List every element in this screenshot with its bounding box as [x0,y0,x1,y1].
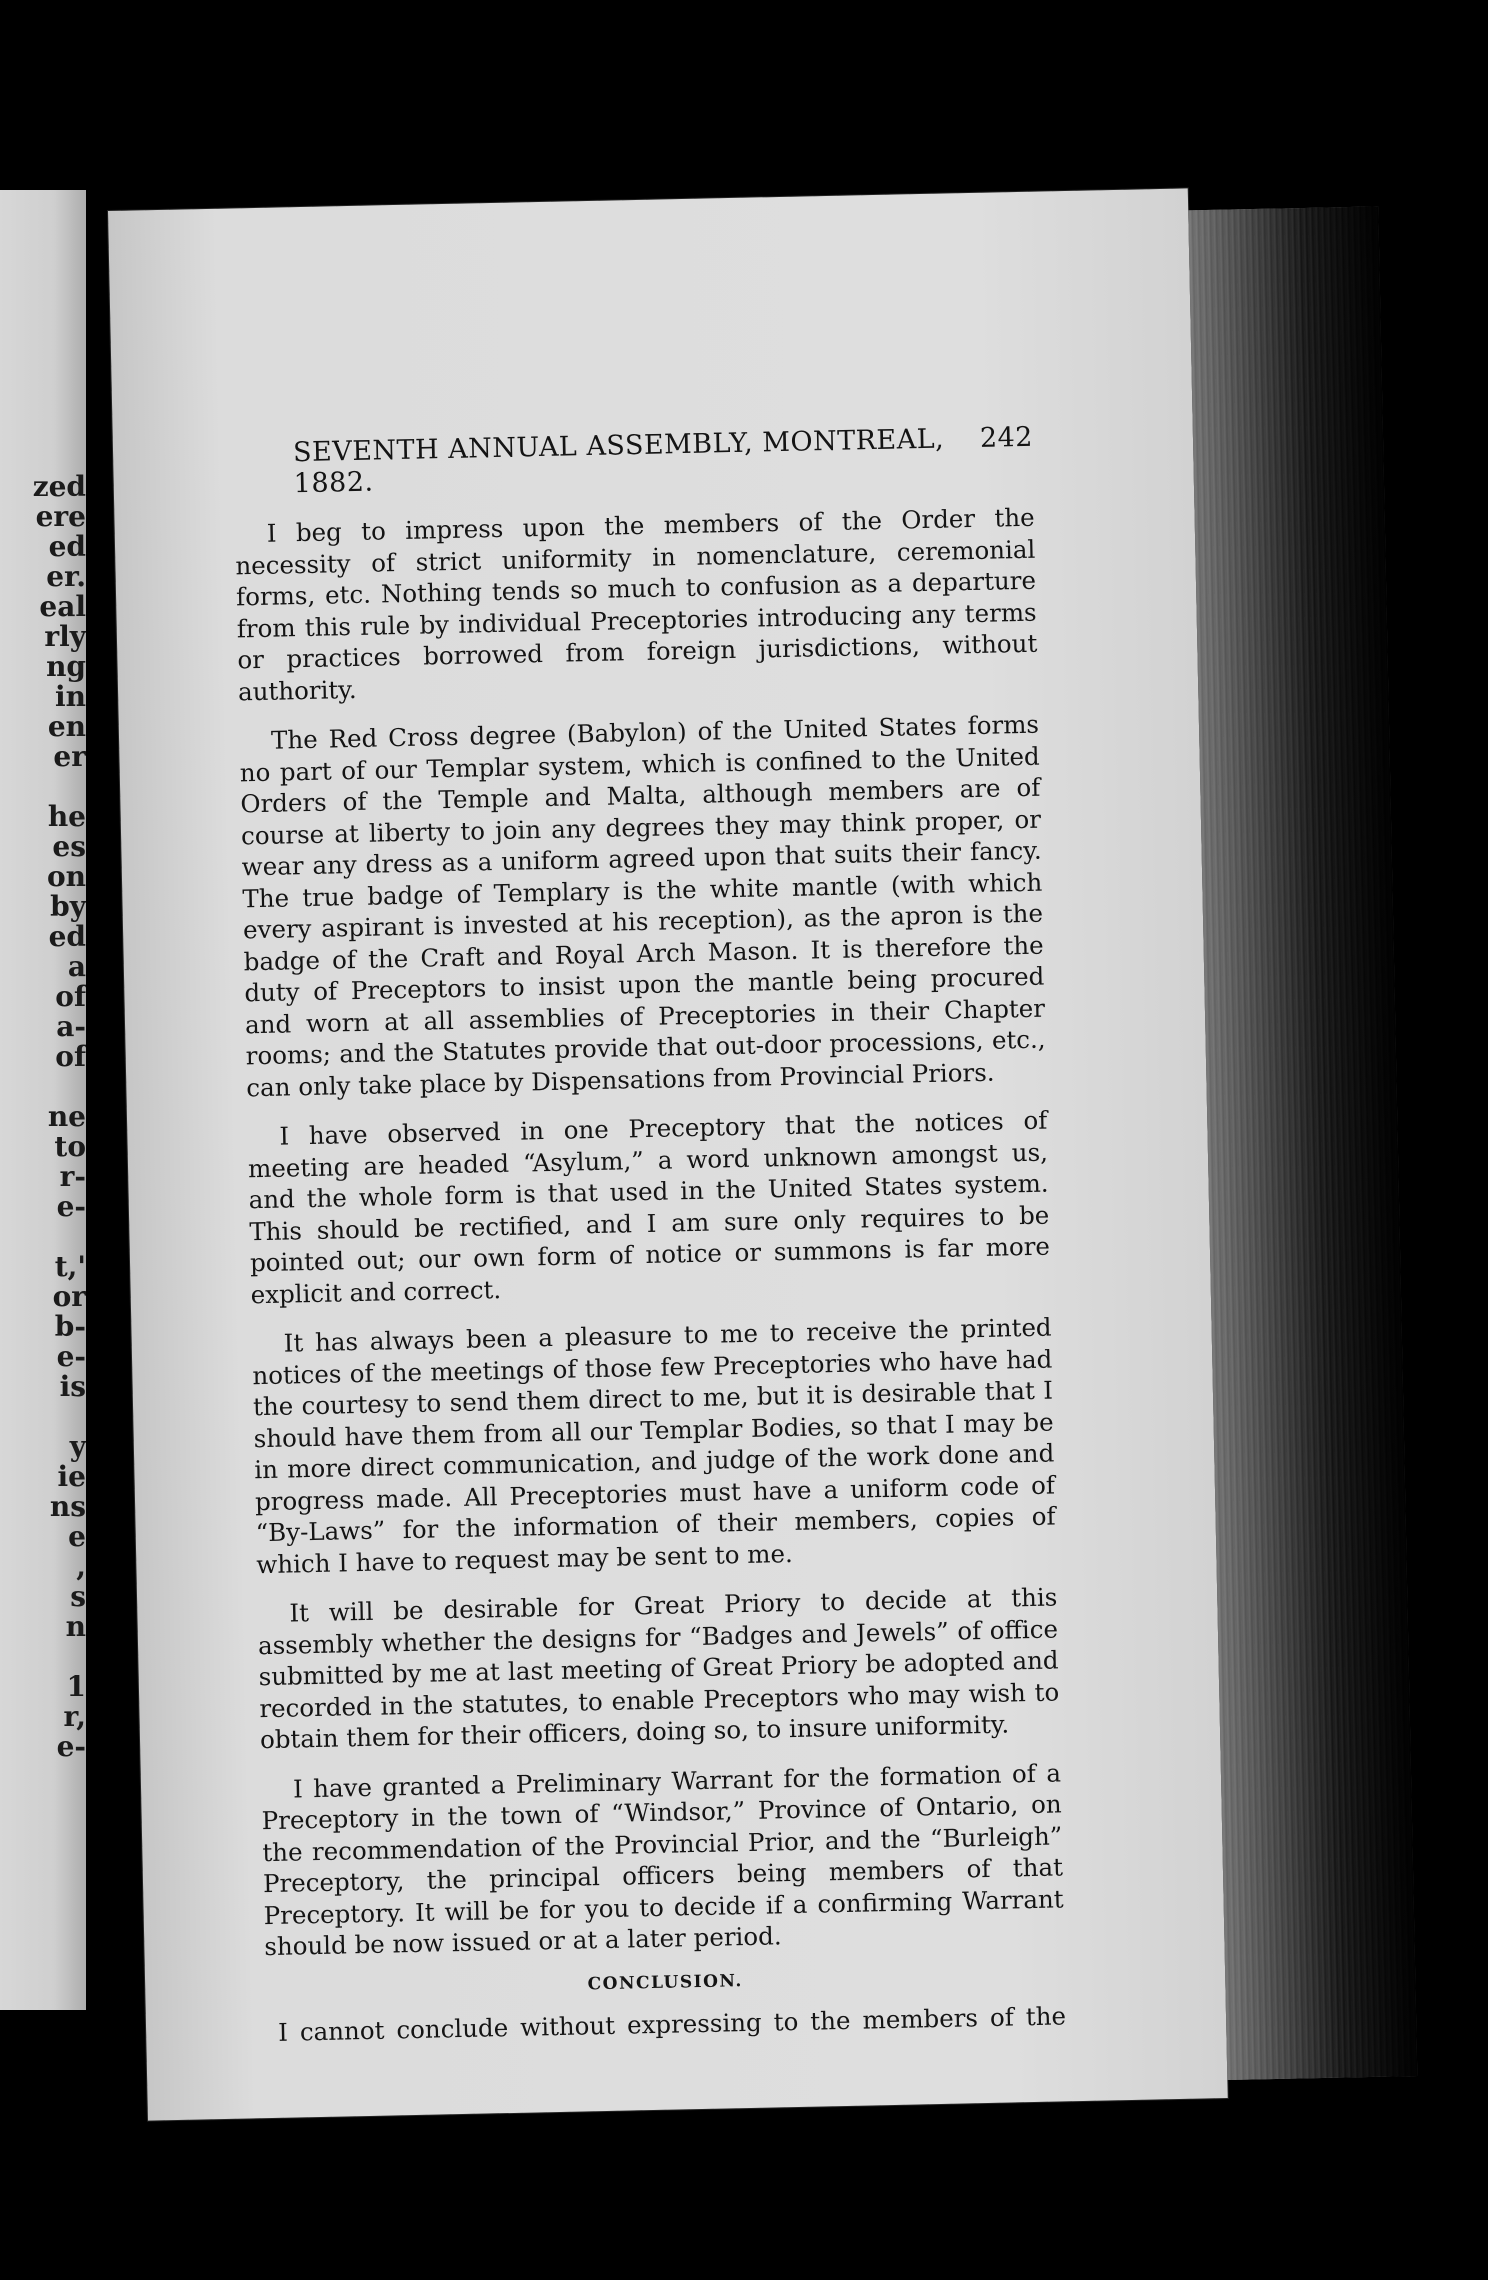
facing-page-fragment: ne [47,1100,86,1133]
running-header [293,422,1034,499]
paragraph-red-cross: The Red Cross degree (Babylon) of the United States forms no part of our Templar system, which is confined to the United Orders of the Temple and Malta, although members are of course at liberty to join any degrees they may think proper, or wear any dress as a uniform agreed upon that suits their fancy. The true badge of Templary is the white mantle (with which every aspirant is invested at his reception), as the apron is the badge of the Craft and Royal Arch Mason. It is therefore the duty of Preceptors to insist upon the mantle being procured and worn at all assemblies of Preceptories in their Chapter rooms; and the Statutes provide that out-door processions, etc., can only take place by Dispensations from Provincial Priors. [239,709,1046,1102]
facing-page-fragment: zed [32,470,86,503]
facing-page-fragment: , [76,1550,86,1583]
facing-page-fragment: of [55,980,86,1013]
facing-page-fragment: t,' [54,1250,86,1283]
facing-page-fragment: e [68,1520,86,1553]
facing-page-fragment: s [70,1580,86,1613]
facing-page-fragment: ie [57,1460,86,1493]
book-page [108,188,1228,2120]
facing-page-fragment: r- [59,1160,86,1193]
facing-page-fragment: of [55,1040,86,1073]
facing-page-fragment: r, [63,1700,86,1733]
facing-page-fragment: b- [54,1310,86,1343]
facing-page-fragment: in [55,680,86,713]
facing-page-fragment: y [69,1430,86,1463]
facing-page-fragment: ns [49,1490,86,1523]
facing-page-fragment: e- [56,1340,86,1373]
running-title: SEVENTH ANNUAL ASSEMBLY, MONTREAL, 1882. [292,423,945,500]
facing-page-fragment: eal [39,590,86,623]
paragraph-badges: It will be desirable for Great Priory to decide at this assembly whether the designs for “Badges and Jewels” of office submitted by me at last meeting of Great Priory be adopted and recorded in the statutes, to enable Preceptors who may wish to obtain them for their officers, doing so, to insure uniformity. [257,1582,1060,1755]
facing-page-fragment: e- [56,1190,86,1223]
facing-page-fragment: is [59,1370,86,1403]
facing-page-fragment: on [46,860,86,893]
page-wrapper [67,177,1410,2144]
facing-page-fragment: 1 [66,1670,86,1703]
facing-page-fragment: he [47,800,86,833]
page-stack-edge [1188,206,1417,2080]
facing-page-fragment: a- [56,1010,86,1043]
facing-page-fragment: er [53,740,86,773]
facing-page-fragment: ng [46,650,86,683]
facing-page-fragment: ed [48,920,86,953]
facing-page-fragment: ed [48,530,86,563]
facing-page-fragment: er. [46,560,86,593]
facing-page-fragment: a [67,950,86,983]
paragraph-uniformity: I beg to impress upon the members of the Order the necessity of strict uniformity in nomenclature, ceremonial forms, etc. Nothing tends so much to confusion as a departure from this rule by individual Preceptories introducing any terms or practices borrowed from foreign jurisdictions, without authority. [235,502,1038,706]
facing-page-fragment: n [65,1610,86,1643]
facing-page-fragment: es [52,830,86,863]
section-heading: CONCLUSION. [587,1970,743,1994]
paragraph-notices: It has always been a pleasure to me to receive the printed notices of the meetings of those few Preceptories who have had the courtesy to send them direct to me, but it is desirable that I should have them from all our Templar Bodies, so that I may be in more direct communication, and judge of the work done and progress made. All Preceptories must have a uniform code of “By-Laws” for the information of their members, copies of which I have to request may be sent to me. [252,1312,1056,1579]
facing-page-fragment: or [52,1280,86,1313]
page-number: 242 [979,421,1034,454]
facing-page-fragment: ere [35,500,86,533]
facing-page-fragment: en [47,710,86,743]
facing-page-fragment: to [54,1130,86,1163]
final-line: I cannot conclude without expressing to the members of the [277,2000,1067,2047]
facing-page-fragment: rly [44,620,86,653]
paragraph-asylum: I have observed in one Preceptory that the notices of meeting are headed “Asylum,” a word unknown amongst us, and the whole form is that used in the United States system. This should be rectified, and I am sure only requires to be pointed out; our own form of notice or summons is far more explicit and correct. [247,1105,1051,1309]
page-content [233,422,1067,2048]
paragraph-warrant: I have granted a Preliminary Warrant for the formation of a Preceptory in the town of “Windsor,” Province of Ontario, on the recommendation of the Provincial Prior, and the “Burleigh” Preceptory, the principal officers being members of that Preceptory. It will be for you to decide if a confirming Warrant should be now issued or at a later period. [261,1757,1064,1962]
facing-page-fragment: e- [56,1730,86,1763]
facing-page-fragment: by [50,890,86,923]
